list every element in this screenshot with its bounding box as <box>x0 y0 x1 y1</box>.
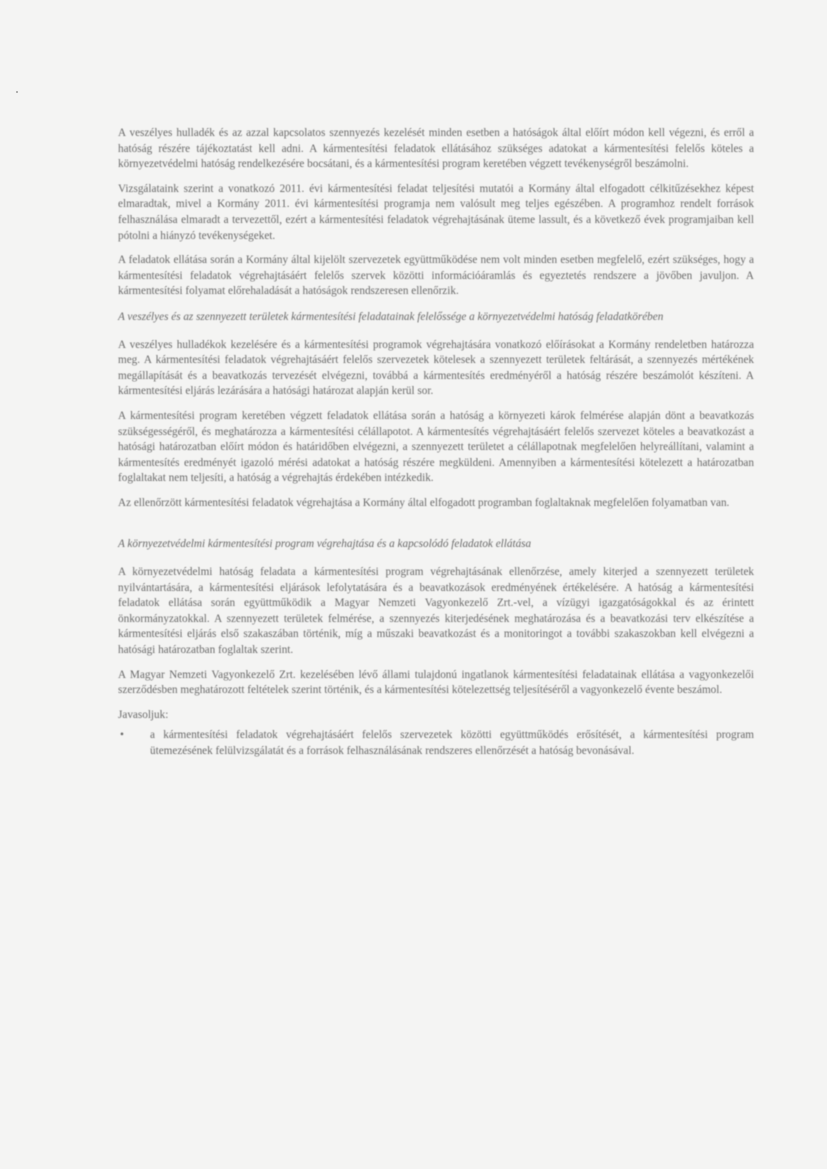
paragraph: Az ellenőrzött kármentesítési feladatok végrehajtása a Kormány által elfogadott programban foglaltaknak megfelelően folyamatban van. <box>118 496 730 509</box>
paragraph: A veszélyes hulladékok kezelésére és a kármentesítési programok végrehajtására vonatkozó előírásokat a Kormány rendeletben határozza meg. A kármentesítési feladatok végrehajtásáért felelős szervezetek kötelesek a szennyezett területek feltárását, a szennyezés mértékének megállapítását és a beavatkozás tervezését elvégezni, továbbá a kármentesítés eredményéről a hatóság részére beszámolót készíteni. A kármentesítési eljárás lezárására a hatósági határozat alapján kerül sor. <box>118 338 754 398</box>
paragraph: A veszélyes hulladék és az azzal kapcsolatos szennyezés kezelését minden esetben a hatóságok által előírt módon kell végezni, és erről a hatóság részére tájékoztatást kell adni. A kármentesítési feladatok ellátásához szükséges adatokat a kármentesítési felelős köteles a környezetvédelmi hatóság rendelkezésére bocsátani, és a kármentesítési program keretében végzett tevékenységről beszámolni. <box>118 127 754 171</box>
paragraph: A Magyar Nemzeti Vagyonkezelő Zrt. kezelésében lévő állami tulajdonú ingatlanok kármentesítési feladatainak ellátása a vagyonkezelői szerződésben meghatározott feltételek szerint történik, és a kármentesítési kötelezettség teljesítéséről a vagyonkezelő évente beszámol. <box>118 668 754 697</box>
recommendation-list <box>118 728 754 759</box>
scan-speck <box>16 91 18 93</box>
paragraph: A környezetvédelmi hatóság feladata a kármentesítési program végrehajtásának ellenőrzése, amely kiterjed a szennyezett területek nyilvántartására, a kármentesítési eljárások lefolytatására és a beavatkozások eredményének értékelésére. A hatóság a kármentesítési feladatok ellátása során együttműködik a Magyar Nemzeti Vagyonkezelő Zrt.-vel, a vízügyi igazgatóságokkal és az érintett önkormányzatokkal. A szennyezett területek felmérése, a szennyezés kiterjedésének meghatározása és a beavatkozási terv elkészítése a kármentesítési eljárás első szakaszában történik, míg a műszaki beavatkozást és a monitoringot a további szakaszokban kell elvégezni a hatósági határozatban foglaltak szerint. <box>118 566 754 657</box>
paragraph: Vizsgálataink szerint a vonatkozó 2011. évi kármentesítési feladat teljesítési mutatói a Kormány által elfogadott célkitűzésekhez képest elmaradtak, mivel a Kormány 2011. évi kármentesítési programja nem valósult meg teljes egészében. A programhoz rendelt források felhasználása elmaradt a tervezettől, ezért a kármentesítési feladatok végrehajtásának üteme lassult, és a következő évek programjaiban kell pótolni a hiányzó tevékenységeket. <box>118 182 754 242</box>
list-item <box>120 728 754 759</box>
paragraph: A kármentesítési program keretében végzett feladatok ellátása során a hatóság a környezeti károk felmérése alapján dönt a beavatkozás szükségességéről, és meghatározza a kármentesítési célállapotot. A kármentesítés végrehajtásáért felelős szervezet köteles a beavatkozást a hatósági határozatban előírt módon és határidőben elvégezni, a szennyezett területet a célállapotnak megfelelően helyreállítani, valamint a kármentesítés eredményét igazoló mérési adatokat a hatóság részére megküldeni. Amennyiben a kármentesítési kötelezett a határozatban foglaltakat nem teljesíti, a hatóság a végrehajtás érdekében intézkedik. <box>118 409 754 485</box>
document-body <box>118 126 754 760</box>
section-heading: A veszélyes és az szennyezett területek kármentesítési feladatainak felelőssége a környezetvédelmi hatóság feladatkörében <box>118 310 664 323</box>
bullet-icon: • <box>120 729 124 742</box>
section-heading: A környezetvédelmi kármentesítési program végrehajtása és a kapcsolódó feladatok ellátása <box>118 538 532 551</box>
list-item-text: a kármentesítési feladatok végrehajtásáért felelős szervezetek közötti együttműködés erősítését, a kármentesítési program ütemezésének felülvizsgálatát és a források felhasználásának rendszeres ellenőrzését a hatóság bevonásával. <box>150 729 754 757</box>
paragraph: A feladatok ellátása során a Kormány által kijelölt szervezetek együttműködése nem volt minden esetben megfelelő, ezért szükséges, hogy a kármentesítési feladatok végrehajtásáért felelős szervek közötti információáramlás és egyeztetés rendszere a jövőben javuljon. A kármentesítési folyamat előrehaladását a hatóságok rendszeresen ellenőrzik. <box>118 254 754 298</box>
paragraph: Javasoljuk: <box>118 708 169 721</box>
